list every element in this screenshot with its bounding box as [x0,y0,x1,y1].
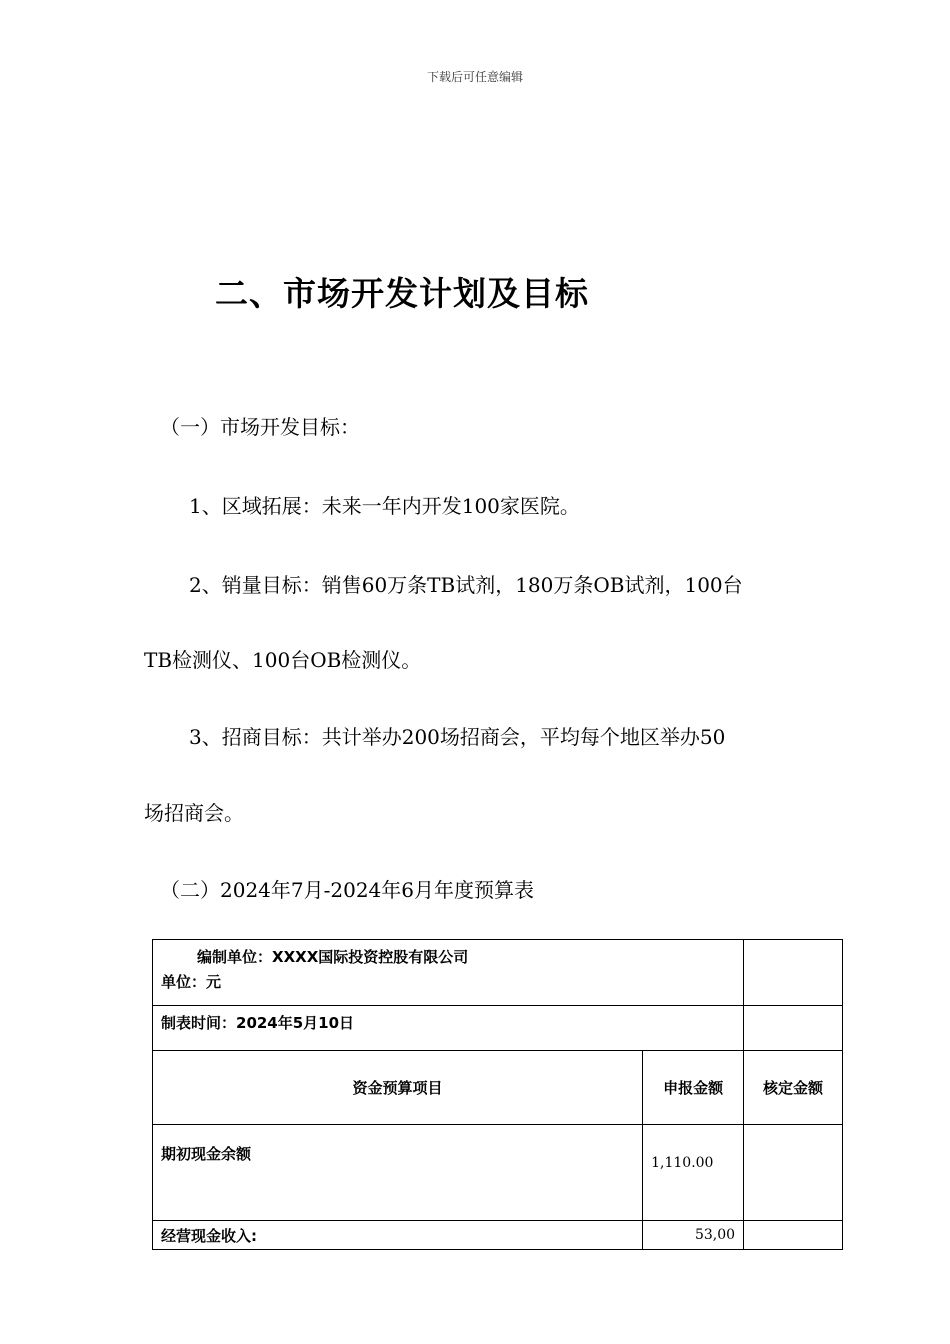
org-label: 编制单位：XXXX国际投资控股有限公司 [197,948,469,966]
row-item: 经营现金收入: [153,1221,643,1250]
section1-item3-line2: 场招商会。 [144,801,244,825]
date-empty-cell [744,1006,843,1051]
table-column-header-row [153,1051,843,1125]
row-reported: 1,110.00 [643,1125,744,1221]
org-cell [153,940,744,1006]
table-row [153,1125,843,1221]
budget-table [152,939,843,1250]
page-title: 二、市场开发计划及目标 [215,274,589,313]
org-empty-cell [744,940,843,1006]
row-item: 期初现金余额 [153,1125,643,1221]
section1-heading: （一）市场开发目标： [160,415,360,439]
col-reported-header: 申报金额 [643,1051,744,1125]
row-reported: 53,00 [643,1221,744,1250]
section1-item2-line2: TB检测仪、100台OB检测仪。 [144,648,422,672]
table-date-row [153,1006,843,1051]
section1-item1: 1、区域拓展：未来一年内开发100家医院。 [189,494,580,518]
date-label: 制表时间：2024年5月10日 [161,1014,355,1032]
section2-heading: （二）2024年7月-2024年6月年度预算表 [160,878,535,902]
row-approved [744,1125,843,1221]
unit-label: 单位：元 [161,973,222,991]
header-note: 下载后可任意编辑 [426,70,523,84]
section1-item2-line1: 2、销量目标：销售60万条TB试剂，180万条OB试剂，100台 [189,573,743,597]
row-approved [744,1221,843,1250]
col-approved-header: 核定金额 [744,1051,843,1125]
date-cell [153,1006,744,1051]
table-header-org-row [153,940,843,1006]
section1-item3-line1: 3、招商目标：共计举办200场招商会，平均每个地区举办50 [189,725,726,749]
table-row [153,1221,843,1250]
col-item-header: 资金预算项目 [153,1051,643,1125]
